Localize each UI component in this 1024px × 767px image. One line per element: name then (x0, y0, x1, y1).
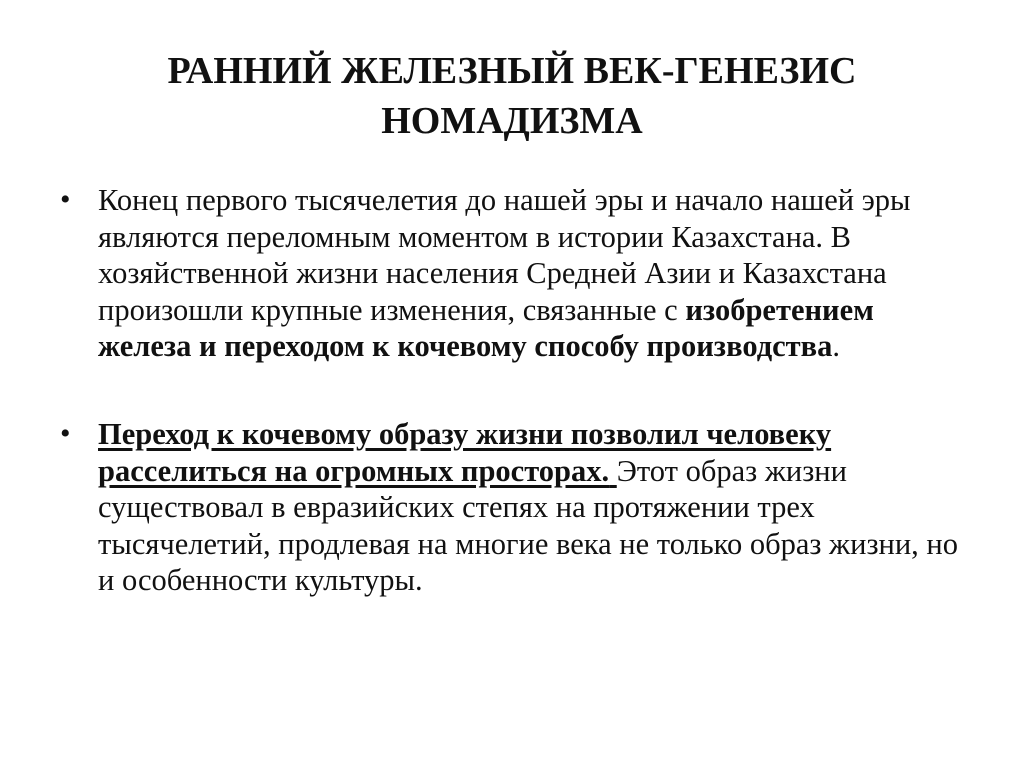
slide-title (60, 46, 964, 146)
slide-title-line-2: НОМАДИЗМА (381, 100, 643, 142)
bullet-item-1 (60, 182, 960, 365)
bullet-list (60, 182, 960, 650)
bullet-dot-icon: • (60, 416, 71, 450)
bullet-dot-icon: • (60, 183, 71, 216)
slide-title-line-1: РАННИЙ ЖЕЛЕЗНЫЙ ВЕК-ГЕНЕЗИС (167, 50, 857, 92)
bullet-1-text: Конец первого тысячелетия до нашей эры и начало нашей эры являются переломным моментом в истории Казахстана. В хозяйственной жизни населения Средней Азии и Казахстана произошли крупные изменения, связанные с (98, 183, 911, 327)
bullet-2-emphasis: Переход к кочевому образу жизни позволил человеку расселиться на огромных просторах. (98, 416, 832, 488)
bullet-1-period: . (832, 329, 840, 364)
bullet-2-underlined-space (609, 454, 617, 488)
bullet-1-emphasis: изобретением железа и переходом к кочевому способу производства (98, 292, 874, 364)
bullet-2-text: Этот образ жизни существовал в евразийских степях на протяжении трех тысячелетий, продлевая на многие века не только образ жизни, но и особенности культуры. (98, 453, 958, 598)
bullet-item-2 (60, 416, 960, 599)
